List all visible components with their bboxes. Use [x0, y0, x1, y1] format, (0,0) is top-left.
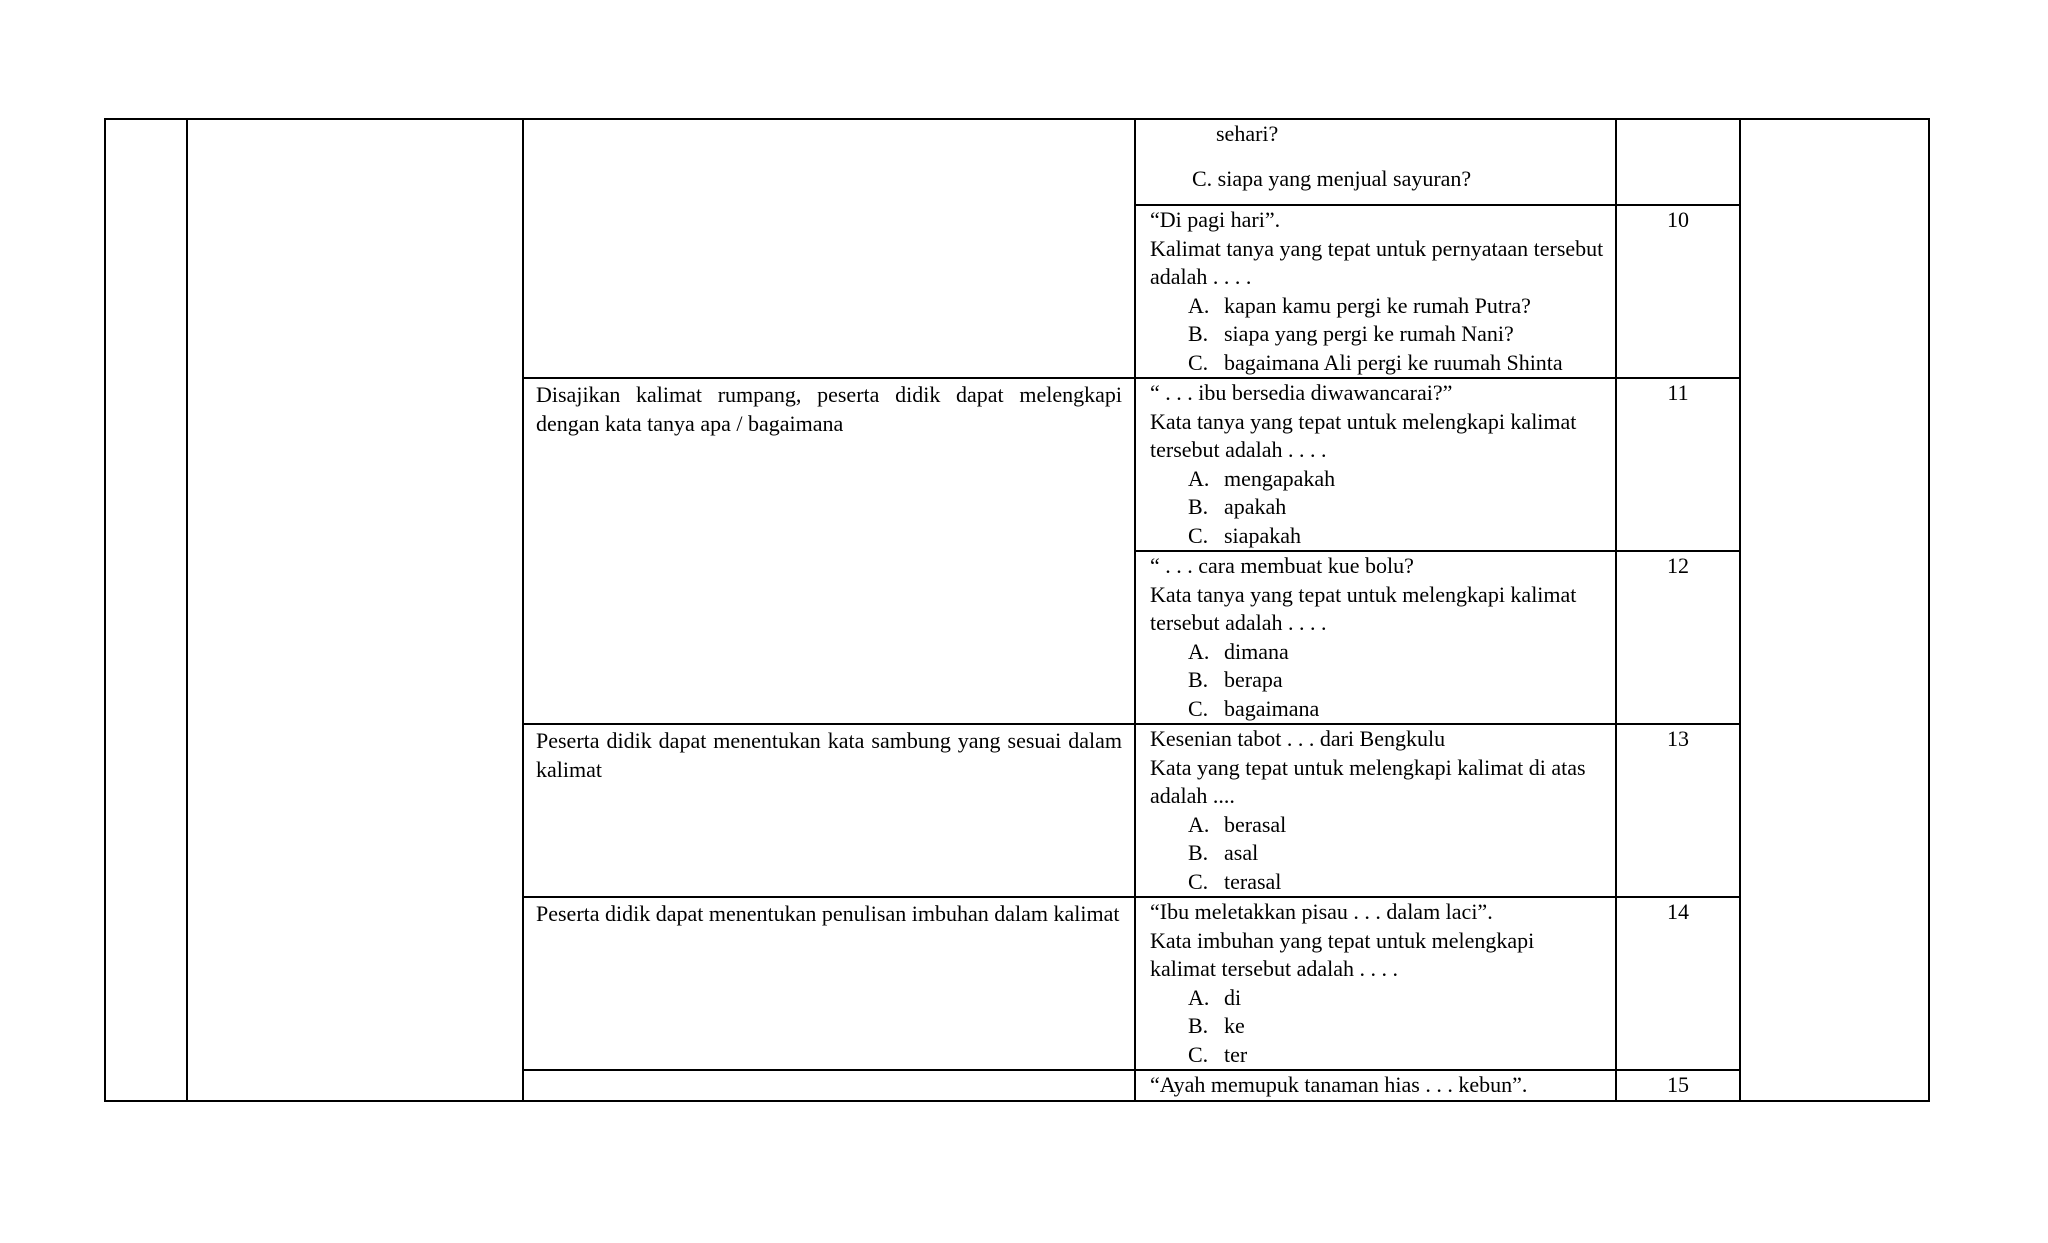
indicator-cell — [523, 724, 1135, 897]
option-c: C. siapakah — [1188, 522, 1301, 548]
question-stem: “ . . . cara membuat kue bolu? — [1150, 553, 1414, 578]
question-instruction: Kata yang tepat untuk melengkapi kalimat di atas adalah .... — [1150, 754, 1586, 808]
option-a: A. kapan kamu pergi ke rumah Putra? — [1188, 292, 1531, 318]
option-c: C. terasal — [1188, 868, 1282, 894]
competency-column-cell — [187, 119, 523, 1101]
option-a: A. mengapakah — [1188, 465, 1336, 491]
question-grid-table — [104, 118, 1930, 1102]
item-number-cell-empty — [1616, 119, 1740, 205]
question-instruction: Kata tanya yang tepat untuk melengkapi kalimat tersebut adalah . . . . — [1150, 408, 1577, 462]
item-number: 11 — [1616, 378, 1740, 551]
question-cell — [1135, 378, 1616, 551]
question-cell — [1135, 1070, 1616, 1101]
indicator-cell-empty — [523, 119, 1135, 378]
question-cell — [1135, 205, 1616, 378]
question-stem: “Ibu meletakkan pisau . . . dalam laci”. — [1150, 899, 1493, 924]
question-cell — [1135, 119, 1616, 205]
question-cell — [1135, 897, 1616, 1070]
table-row — [105, 119, 1929, 205]
option-b: B. apakah — [1188, 494, 1287, 519]
option-c: C. bagaimana — [1188, 695, 1320, 721]
notes-column-cell — [1740, 119, 1929, 1101]
item-number: 14 — [1616, 897, 1740, 1070]
item-number: 12 — [1616, 551, 1740, 724]
number-column-cell — [105, 119, 187, 1101]
indicator-text: Peserta didik dapat menentukan penulisan imbuhan dalam kalimat — [536, 901, 1120, 926]
option-b: B. ke — [1188, 1013, 1245, 1038]
question-cell — [1135, 724, 1616, 897]
question-instruction: Kalimat tanya yang tepat untuk pernyataan tersebut adalah . . . . — [1150, 235, 1604, 289]
question-instruction: Kata tanya yang tepat untuk melengkapi kalimat tersebut adalah . . . . — [1150, 581, 1577, 635]
indicator-text: Disajikan kalimat rumpang, peserta didik dapat melengkapi dengan kata tanya apa / bagaimana — [536, 382, 1122, 436]
indicator-text: Peserta didik dapat menentukan kata sambung yang sesuai dalam kalimat — [536, 728, 1122, 782]
option-b: B. siapa yang pergi ke rumah Nani? — [1188, 321, 1514, 346]
option-a: A. berasal — [1188, 811, 1287, 837]
option-c: C. ter — [1188, 1041, 1248, 1067]
option-b: B. berapa — [1188, 667, 1283, 692]
indicator-cell — [523, 378, 1135, 724]
indicator-cell-empty — [523, 1070, 1135, 1101]
question-stem: “Ayah memupuk tanaman hias . . . kebun”. — [1150, 1072, 1528, 1097]
question-stem: “ . . . ibu bersedia diwawancarai?” — [1150, 380, 1453, 405]
option-b: B. asal — [1188, 840, 1259, 865]
question-instruction: Kata imbuhan yang tepat untuk melengkapi kalimat tersebut adalah . . . . — [1150, 927, 1535, 981]
item-number: 13 — [1616, 724, 1740, 897]
option-c: C. bagaimana Ali pergi ke ruumah Shinta — [1188, 349, 1563, 375]
option-c: C. siapa yang menjual sayuran? — [1192, 165, 1472, 191]
option-a: A. di — [1188, 984, 1242, 1010]
item-number: 15 — [1616, 1070, 1740, 1101]
question-cell — [1135, 551, 1616, 724]
question-stem: Kesenian tabot . . . dari Bengkulu — [1150, 726, 1446, 751]
indicator-cell — [523, 897, 1135, 1070]
option-a: A. dimana — [1188, 638, 1289, 664]
item-number: 10 — [1616, 205, 1740, 378]
question-stem: “Di pagi hari”. — [1150, 207, 1281, 232]
question-continuation: sehari? — [1216, 121, 1279, 146]
